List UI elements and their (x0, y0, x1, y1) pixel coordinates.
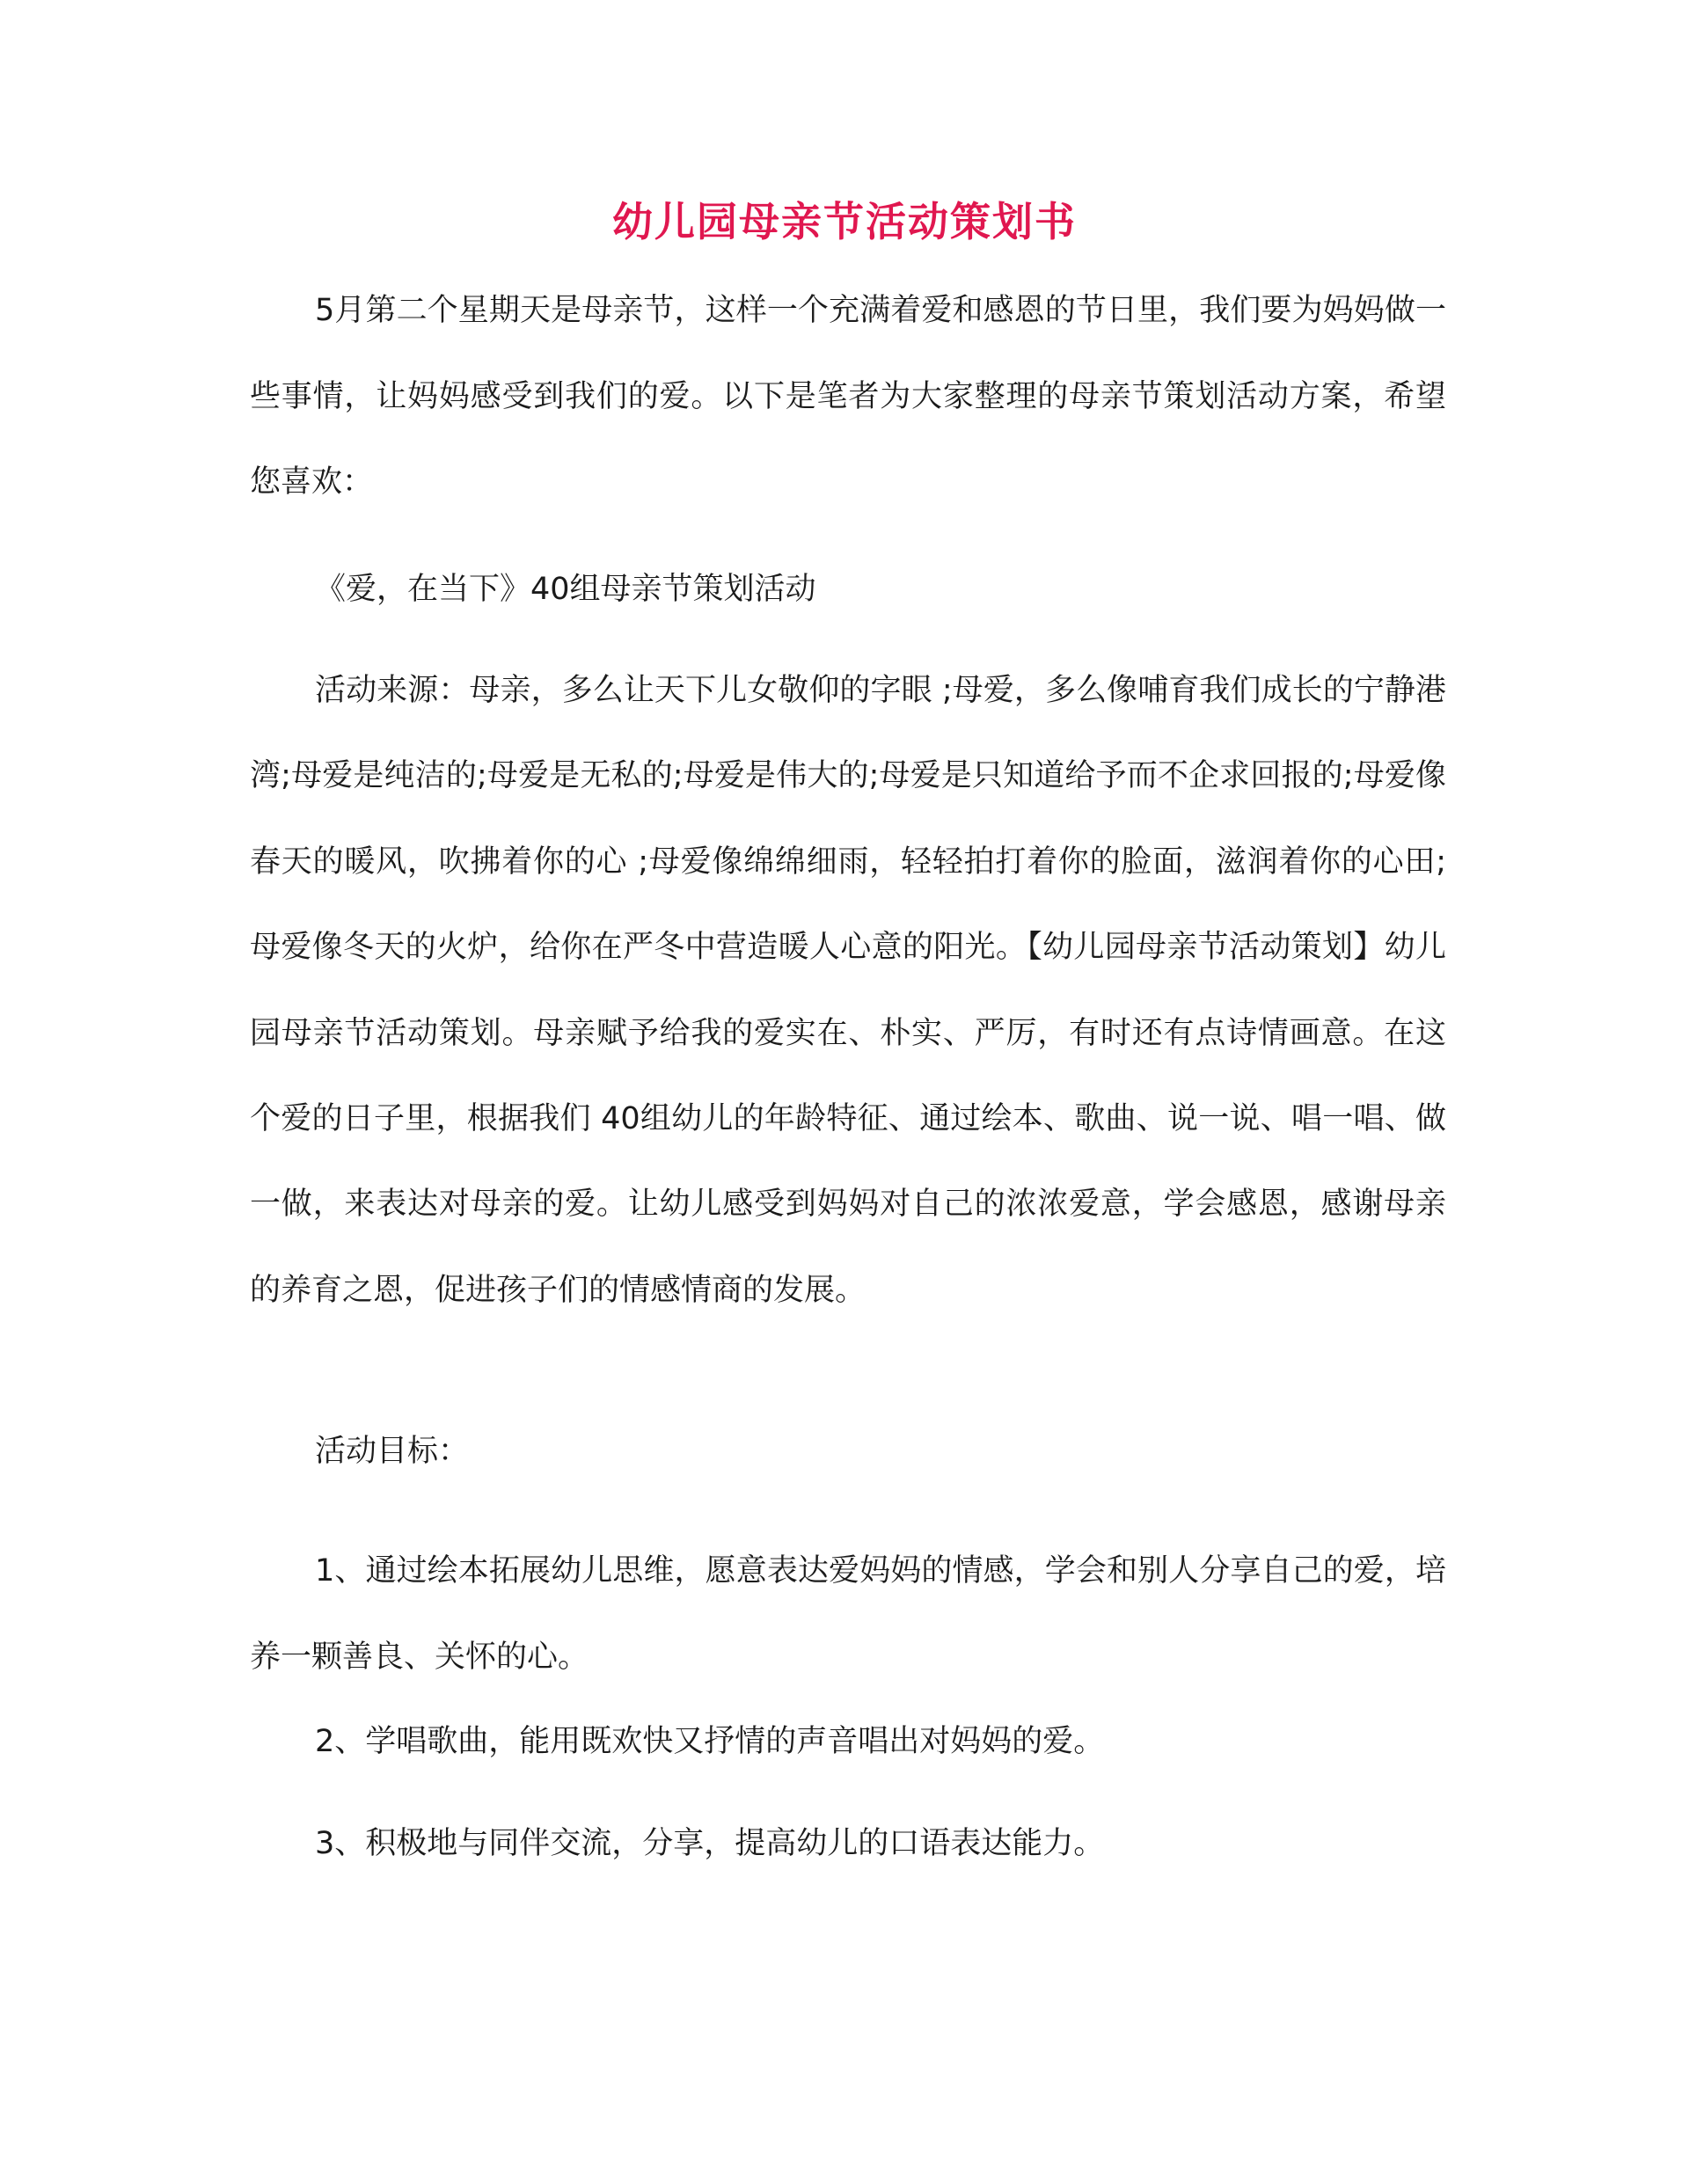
goal-item-2: 2、学唱歌曲，能用既欢快又抒情的声音唱出对妈妈的爱。 (315, 1724, 1105, 1759)
intro-paragraph: 5月第二个星期天是母亲节，这样一个充满着爱和感恩的节日里，我们要为妈妈做一些事情，让妈妈感受到我们的爱。以下是笔者为大家整理的母亲节策划活动方案，希望您喜欢： (250, 293, 1446, 500)
goals-heading: 活动目标： (315, 1434, 470, 1469)
goal-item-1: 1、通过绘本拓展幼儿思维，愿意表达爱妈妈的情感，学会和别人分享自己的爱，培养一颗善良、关怀的心。 (250, 1553, 1446, 1675)
activity-subtitle: 《爱，在当下》40组母亲节策划活动 (315, 572, 816, 607)
document-title: 幼儿园母亲节活动策划书 (612, 198, 1077, 245)
activity-source-paragraph: 活动来源：母亲，多么让天下儿女敬仰的字眼 ;母爱，多么像哺育我们成长的宁静港湾;母爱是纯洁的;母爱是无私的;母爱是伟大的;母爱是只知道给予而不企求回报的;母爱像春天的暖风，吹拂着你的心 ;母爱像绵绵细雨，轻轻拍打着你的脸面，滋润着你的心田;母爱像冬天的火炉，给你在严冬中营造暖人心意的阳光。【幼儿园母亲节活动策划】幼儿园母亲节活动策划。母亲赋予给我的爱实在、朴实、严厉，有时还有点诗情画意。在这个爱的日子里，根据我们 40组幼儿的年龄特征、通过绘本、歌曲、说一说、唱一唱、做一做，来表达对母亲的爱。让幼儿感受到妈妈对自己的浓浓爱意，学会感恩，感谢母亲的养育之恩，促进孩子们的情感情商的发展。 (250, 673, 1446, 1308)
goal-item-3: 3、积极地与同伴交流，分享，提高幼儿的口语表达能力。 (315, 1826, 1105, 1861)
